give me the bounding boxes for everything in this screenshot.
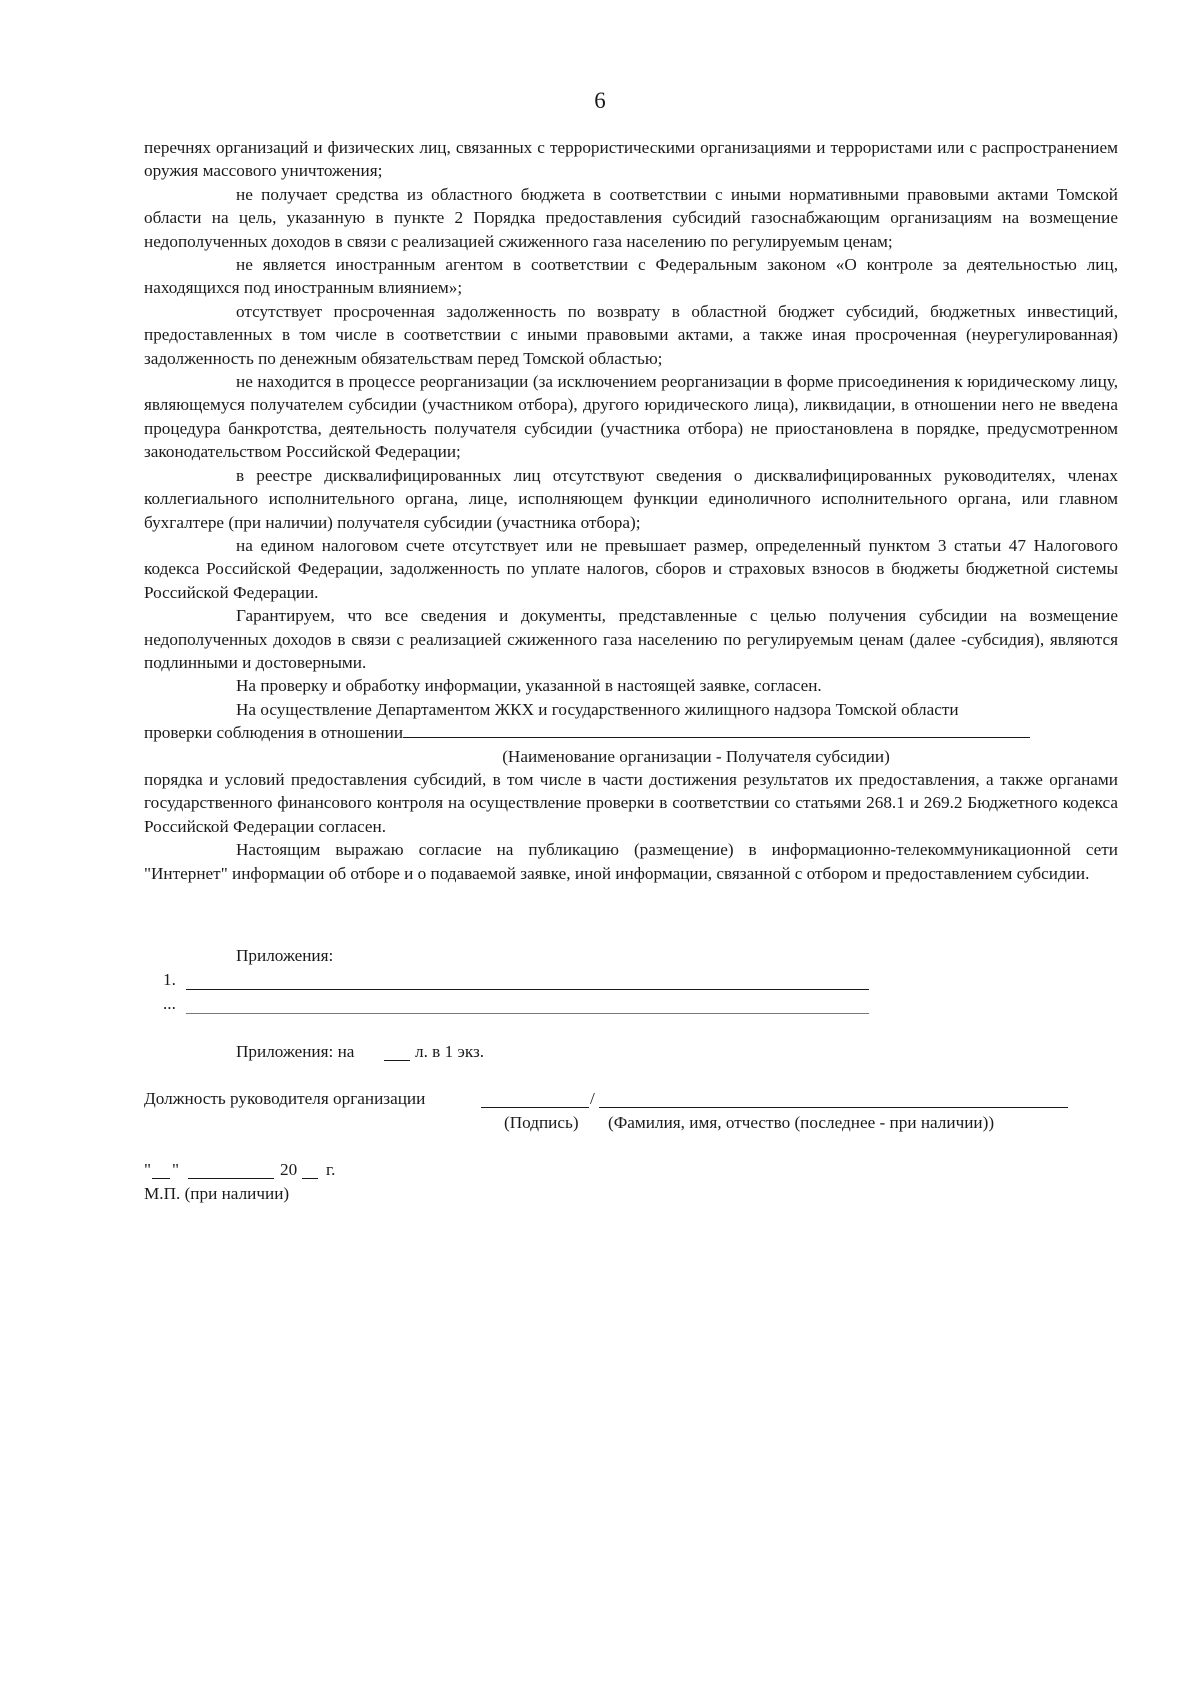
date-year-prefix: 20	[280, 1160, 298, 1179]
document-body	[144, 136, 1118, 885]
check-line	[144, 721, 1118, 744]
attachments-count-suffix: л. в 1 экз.	[415, 1042, 485, 1061]
attachments-count-line[interactable]	[384, 1060, 410, 1061]
signature-line[interactable]	[481, 1107, 589, 1108]
paragraph-processing-consent: На проверку и обработку информации, указанной в настоящей заявке, согласен.	[236, 676, 822, 696]
paragraph-no-reorganization: не находится в процессе реорганизации (за исключением реорганизации в форме присоединения к юридическому лицу, являющемуся получателем субсидии (участником отбора), другого юридического лица), ликвидации, в отношении него не введена процедура банкротства, деятельность получателя субсидии (участника отбора) не приостановлена в порядке, предусмотренном законодательством Российской Федерации;	[144, 372, 1118, 462]
paragraph-inspection-intro: На осуществление Департаментом ЖКХ и государственного жилищного надзора Томской области	[236, 699, 959, 719]
date-month-line[interactable]	[188, 1178, 274, 1179]
full-name-line[interactable]	[599, 1107, 1068, 1108]
stamp-label: М.П. (при наличии)	[144, 1184, 290, 1203]
date-year-line[interactable]	[302, 1178, 318, 1179]
org-name-line[interactable]	[403, 737, 1030, 738]
date-quote-open: "	[144, 1160, 152, 1179]
date-year-suffix: г.	[326, 1160, 336, 1179]
attachments-heading: Приложения:	[236, 946, 334, 965]
paragraph-no-other-funds: не получает средства из областного бюджета в соответствии с иными нормативными правовыми актами Томской области на цель, указанную в пункте 2 Порядка предоставления субсидий газоснабжающим организациям на возмещение недополученных доходов в связи с реализацией сжиженного газа населению по регулируемым ценам;	[144, 184, 1118, 251]
paragraph-no-overdue-debt: отсутствует просроченная задолженность по возврату в областной бюджет субсидий, бюджетных инвестиций, предоставленных в том числе в соответствии с иными правовыми актами, а также иная просроченная (неурегулированная) задолженность по денежным обязательствам перед Томской областью;	[144, 301, 1118, 368]
attachment-more-line[interactable]	[186, 1013, 869, 1014]
paragraph-publication-consent: Настоящим выражаю согласие на публикацию (размещение) в информационно-телекоммуникационной сети "Интернет" информации об отборе и о подаваемой заявке, иной информации, связанной с отбором и предоставлением субсидии.	[144, 840, 1118, 883]
date-quote-close: "	[172, 1160, 180, 1179]
position-label: Должность руководителя организации	[144, 1089, 426, 1108]
org-name-caption: (Наименование организации - Получателя субсидии)	[502, 746, 890, 766]
paragraph-after-caption: порядка и условий предоставления субсидий, в том числе в части достижения результатов их предоставления, а также органами государственного финансового контроля на осуществление проверки в соответствии со статьями 268.1 и 269.2 Бюджетного кодекса Российской Федерации согласен.	[144, 769, 1118, 836]
check-line-prefix: проверки соблюдения в отношении	[144, 723, 404, 743]
attachment-more-marker: ...	[163, 994, 176, 1013]
signature-slash: /	[590, 1089, 595, 1108]
date-day-line[interactable]	[152, 1178, 170, 1179]
paragraph-tax-account: на едином налоговом счете отсутствует или не превышает размер, определенный пунктом 3 статьи 47 Налогового кодекса Российской Федерации, задолженность по уплате налогов, сборов и страховых взносов в бюджеты бюджетной системы Российской Федерации.	[144, 535, 1118, 602]
full-name-caption: (Фамилия, имя, отчество (последнее - при наличии))	[608, 1113, 995, 1132]
page-number: 6	[594, 88, 606, 113]
paragraph-disqualified-registry: в реестре дисквалифицированных лиц отсутствуют сведения о дисквалифицированных руководителях, членах коллегиального исполнительного органа, лице, исполняющем функции единоличного исполнительного органа, или главном бухгалтере (при наличии) получателя субсидии (участника отбора);	[144, 465, 1118, 532]
attachment-item-line[interactable]	[186, 989, 869, 990]
attachments-count-prefix: Приложения: на	[236, 1042, 355, 1061]
attachment-item-number: 1.	[163, 970, 176, 989]
signature-caption: (Подпись)	[504, 1113, 579, 1132]
paragraph-not-foreign-agent: не является иностранным агентом в соответствии с Федеральным законом «О контроле за деятельностью лиц, находящихся под иностранным влиянием»;	[144, 255, 1118, 298]
paragraph-sanctions-list: перечнях организаций и физических лиц, связанных с террористическими организациями и террористами или с распространением оружия массового уничтожения;	[144, 138, 1118, 181]
paragraph-guarantee: Гарантируем, что все сведения и документы, представленные с целью получения субсидии на возмещение недополученных доходов в связи с реализацией сжиженного газа населению по регулируемым ценам (далее -субсидия), являются подлинными и достоверными.	[144, 606, 1118, 672]
